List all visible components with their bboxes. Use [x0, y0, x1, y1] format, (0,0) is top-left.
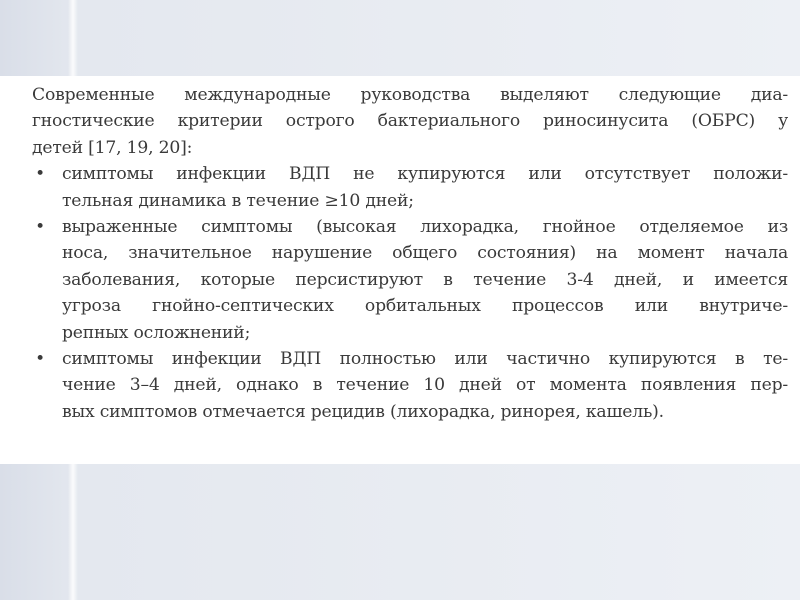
- text-line: симптомы инфекции ВДП не купируются или отсутствует положи-: [62, 164, 788, 185]
- text-line: гностические критерии острого бактериального риносинусита (ОБРС) у: [32, 111, 788, 132]
- document-excerpt: [0, 76, 800, 464]
- text-line: угроза гнойно-септических орбитальных процессов или внутриче-: [62, 296, 788, 317]
- bullet-item: [32, 161, 788, 214]
- bullet-icon: •: [35, 348, 45, 369]
- slide-top-band: [0, 0, 800, 76]
- text-line: Современные международные руководства выделяют следующие диа-: [32, 85, 788, 105]
- text-line: заболевания, которые персистируют в течение 3-4 дней, и имеется: [62, 269, 788, 290]
- bullet-icon: •: [35, 164, 45, 185]
- text-line: носа, значительное нарушение общего состояния) на момент начала: [62, 243, 788, 264]
- text-line: симптомы инфекции ВДП полностью или частично купируются в те-: [62, 348, 788, 369]
- decorative-stripe: [68, 0, 78, 76]
- text-line: чение 3–4 дней, однако в течение 10 дней от момента появления пер-: [62, 375, 788, 396]
- slide-bottom-band: [0, 464, 800, 600]
- text-line: тельная динамика в течение ≥10 дней;: [62, 190, 414, 211]
- intro-paragraph: [32, 82, 788, 161]
- text-line: выраженные симптомы (высокая лихорадка, гнойное отделяемое из: [62, 216, 788, 237]
- text-line: репных осложнений;: [62, 322, 251, 343]
- bullet-item: [32, 346, 788, 425]
- document-text: [32, 82, 788, 425]
- text-line: вых симптомов отмечается рецидив (лихорадка, ринорея, кашель).: [62, 401, 664, 422]
- decorative-stripe: [68, 464, 78, 600]
- text-line: детей [17, 19, 20]:: [32, 137, 193, 158]
- bullet-icon: •: [35, 216, 45, 237]
- bullet-item: [32, 214, 788, 346]
